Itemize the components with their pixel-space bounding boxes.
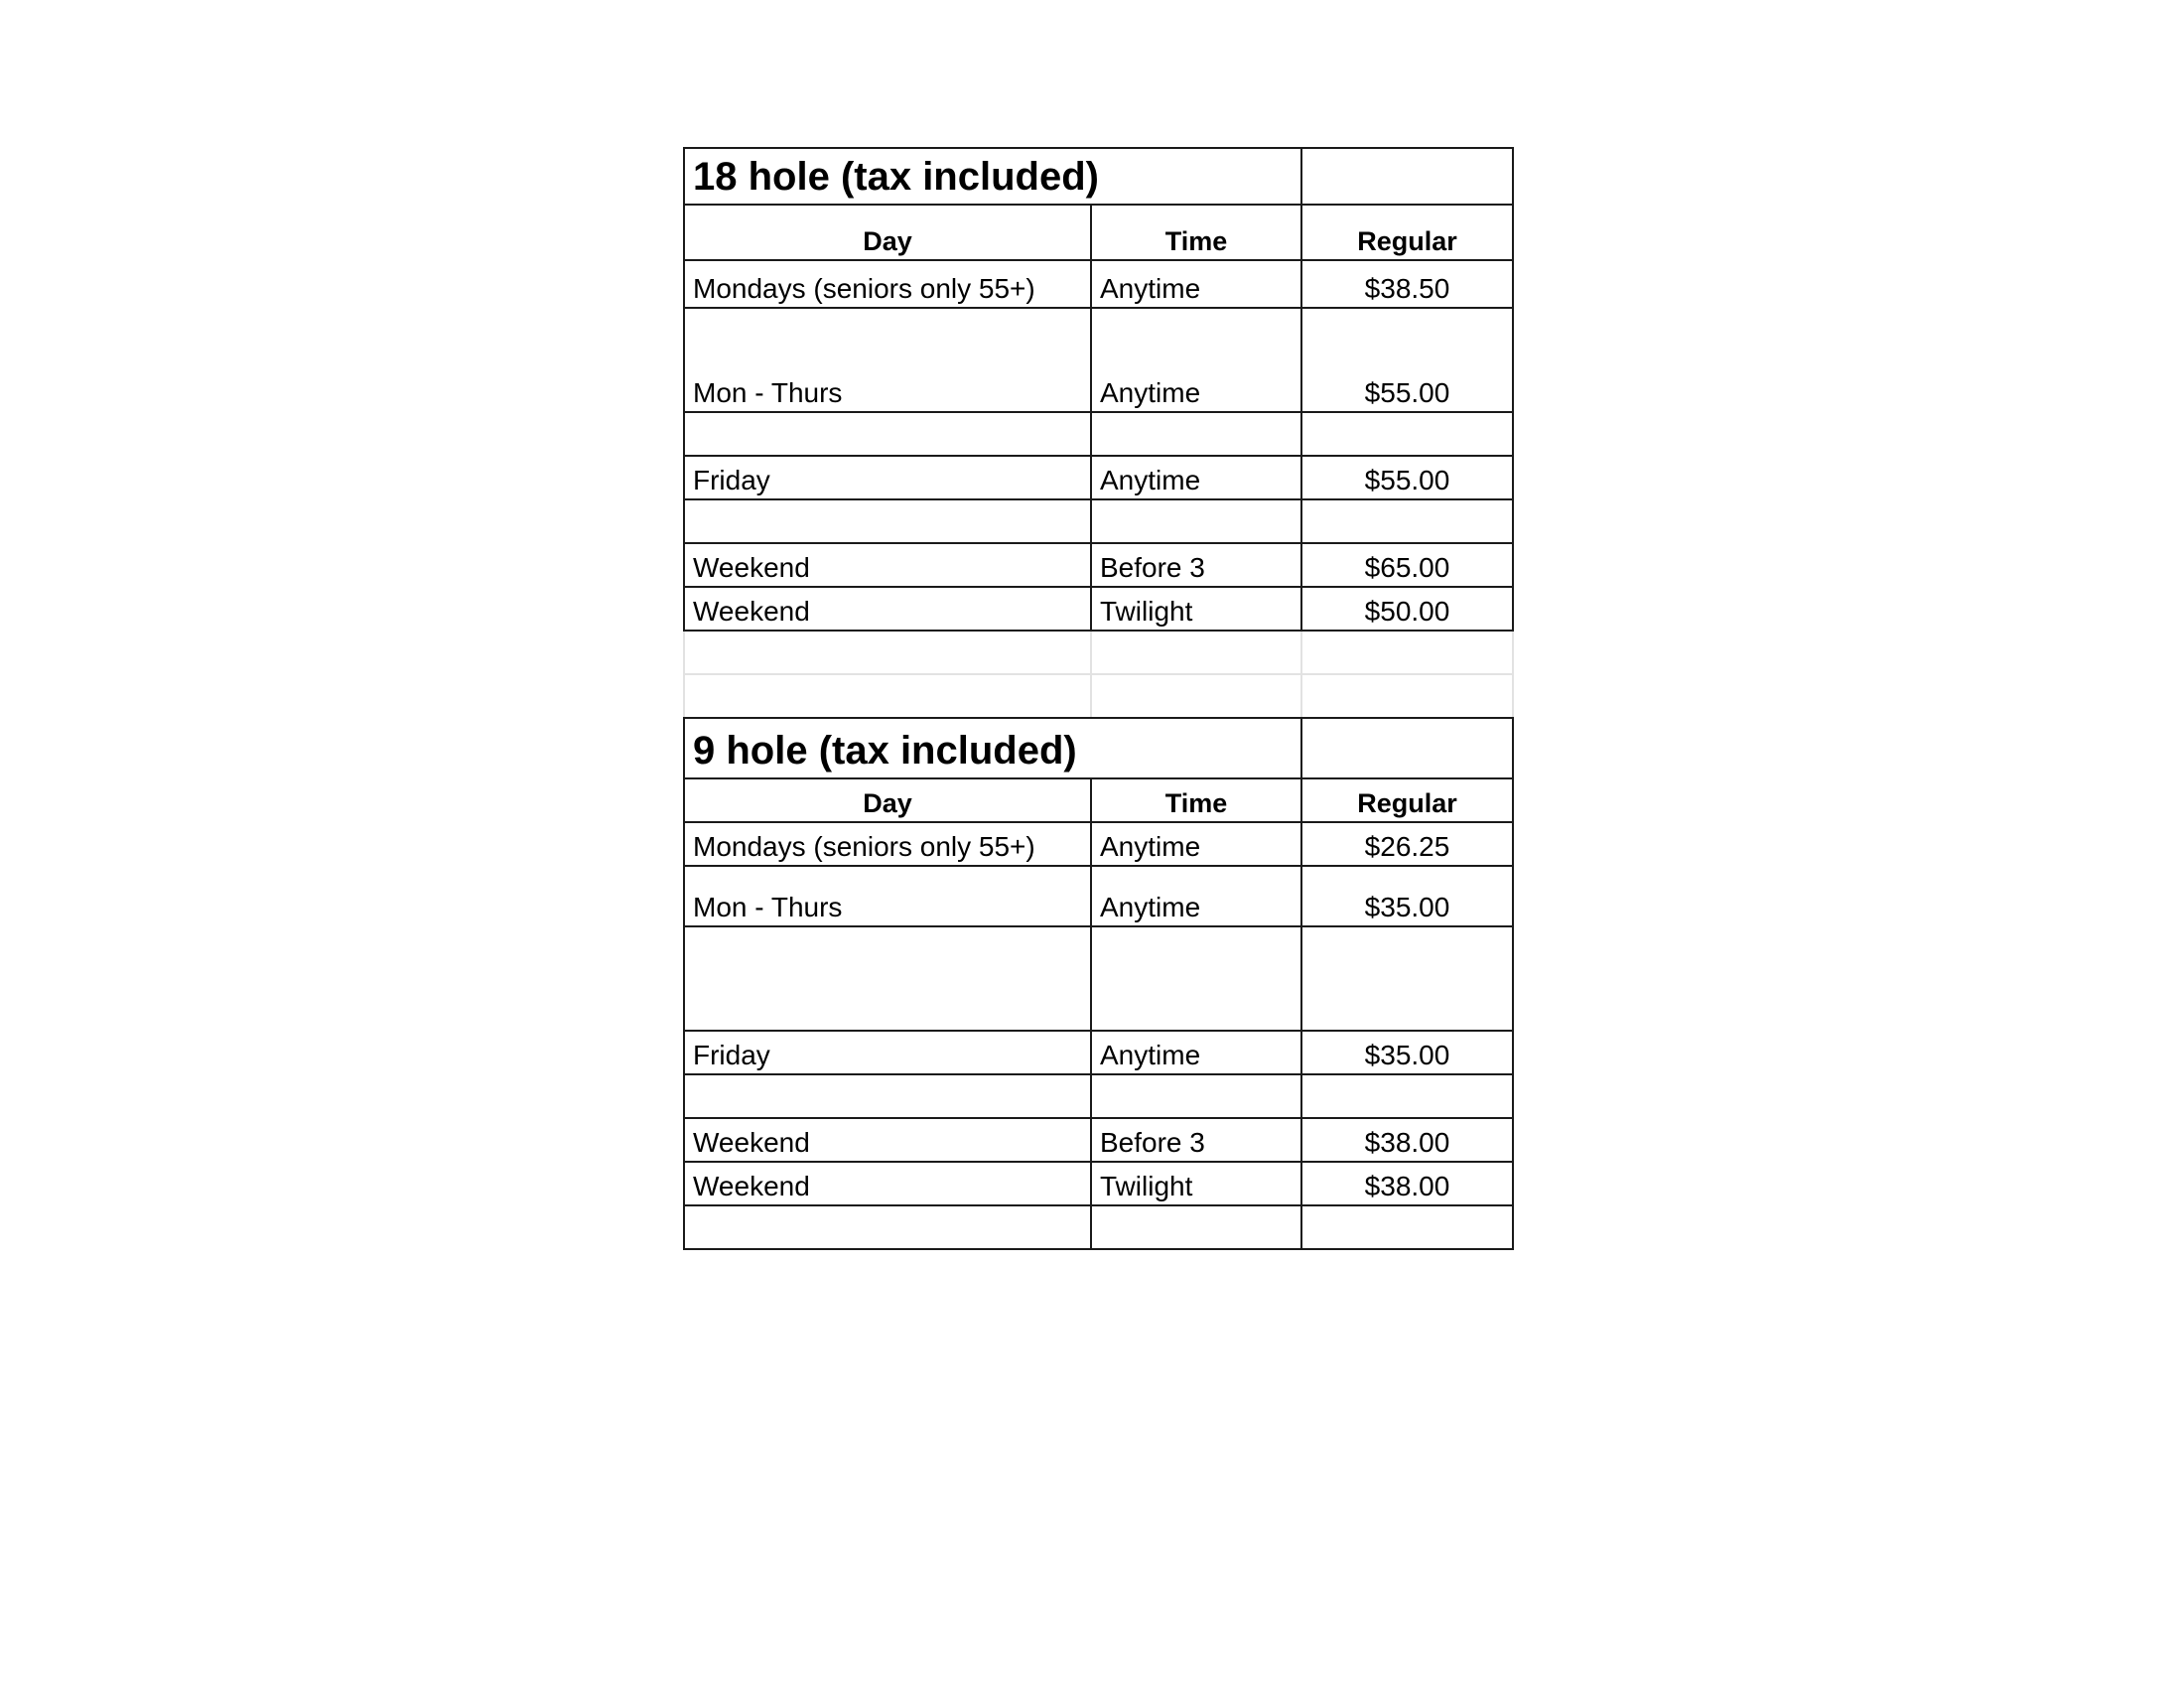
price-cell: $55.00 (1301, 308, 1513, 412)
table-row (684, 1162, 1513, 1205)
price-cell (1301, 412, 1513, 456)
day-cell (684, 926, 1091, 1031)
empty-cell (1301, 148, 1513, 205)
table-row (684, 308, 1513, 412)
column-header-time: Time (1091, 205, 1301, 260)
price-cell: $65.00 (1301, 543, 1513, 587)
day-cell: Mon - Thurs (684, 308, 1091, 412)
table-18-hole (683, 147, 1514, 632)
day-cell (684, 412, 1091, 456)
column-header-day: Day (684, 778, 1091, 822)
price-cell: $38.00 (1301, 1118, 1513, 1162)
time-cell: Anytime (1091, 456, 1301, 499)
table-row (684, 1031, 1513, 1074)
price-cell: $35.00 (1301, 866, 1513, 926)
time-cell: Before 3 (1091, 1118, 1301, 1162)
rate-sheet (683, 147, 1512, 1250)
price-cell (1301, 1205, 1513, 1249)
day-cell: Friday (684, 1031, 1091, 1074)
table-row (684, 260, 1513, 308)
table-row (684, 412, 1513, 456)
day-cell: Weekend (684, 1162, 1091, 1205)
day-cell: Weekend (684, 543, 1091, 587)
time-cell (1091, 412, 1301, 456)
table-row (684, 1205, 1513, 1249)
table-row (684, 499, 1513, 543)
price-cell: $26.25 (1301, 822, 1513, 866)
time-cell (1091, 926, 1301, 1031)
column-header-price: Regular (1301, 205, 1513, 260)
empty-cell (1301, 718, 1513, 778)
day-cell: Mon - Thurs (684, 866, 1091, 926)
title-row (684, 148, 1513, 205)
table-9-hole (683, 717, 1514, 1250)
price-cell (1301, 1074, 1513, 1118)
price-cell: $38.00 (1301, 1162, 1513, 1205)
price-cell (1301, 926, 1513, 1031)
day-cell (684, 1205, 1091, 1249)
day-cell: Friday (684, 456, 1091, 499)
day-cell: Weekend (684, 1118, 1091, 1162)
time-cell: Anytime (1091, 1031, 1301, 1074)
time-cell: Anytime (1091, 308, 1301, 412)
column-header-time: Time (1091, 778, 1301, 822)
spreadsheet-gap (683, 632, 1514, 717)
time-cell: Twilight (1091, 1162, 1301, 1205)
price-cell: $50.00 (1301, 587, 1513, 631)
table-row (684, 587, 1513, 631)
day-cell (684, 499, 1091, 543)
header-row (684, 778, 1513, 822)
title-row (684, 718, 1513, 778)
table-row (684, 543, 1513, 587)
day-cell: Mondays (seniors only 55+) (684, 260, 1091, 308)
price-cell: $55.00 (1301, 456, 1513, 499)
time-cell (1091, 1074, 1301, 1118)
price-cell: $38.50 (1301, 260, 1513, 308)
table-row (684, 456, 1513, 499)
time-cell: Anytime (1091, 260, 1301, 308)
time-cell: Anytime (1091, 822, 1301, 866)
time-cell: Twilight (1091, 587, 1301, 631)
table-row (684, 866, 1513, 926)
column-header-day: Day (684, 205, 1091, 260)
header-row (684, 205, 1513, 260)
table-row (684, 1074, 1513, 1118)
day-cell: Weekend (684, 587, 1091, 631)
price-cell: $35.00 (1301, 1031, 1513, 1074)
column-header-price: Regular (1301, 778, 1513, 822)
day-cell: Mondays (seniors only 55+) (684, 822, 1091, 866)
time-cell (1091, 499, 1301, 543)
price-cell (1301, 499, 1513, 543)
time-cell: Anytime (1091, 866, 1301, 926)
table-row (684, 1118, 1513, 1162)
section-title: 18 hole (tax included) (684, 148, 1301, 205)
time-cell: Before 3 (1091, 543, 1301, 587)
table-row (684, 822, 1513, 866)
day-cell (684, 1074, 1091, 1118)
section-title: 9 hole (tax included) (684, 718, 1301, 778)
table-row (684, 926, 1513, 1031)
time-cell (1091, 1205, 1301, 1249)
